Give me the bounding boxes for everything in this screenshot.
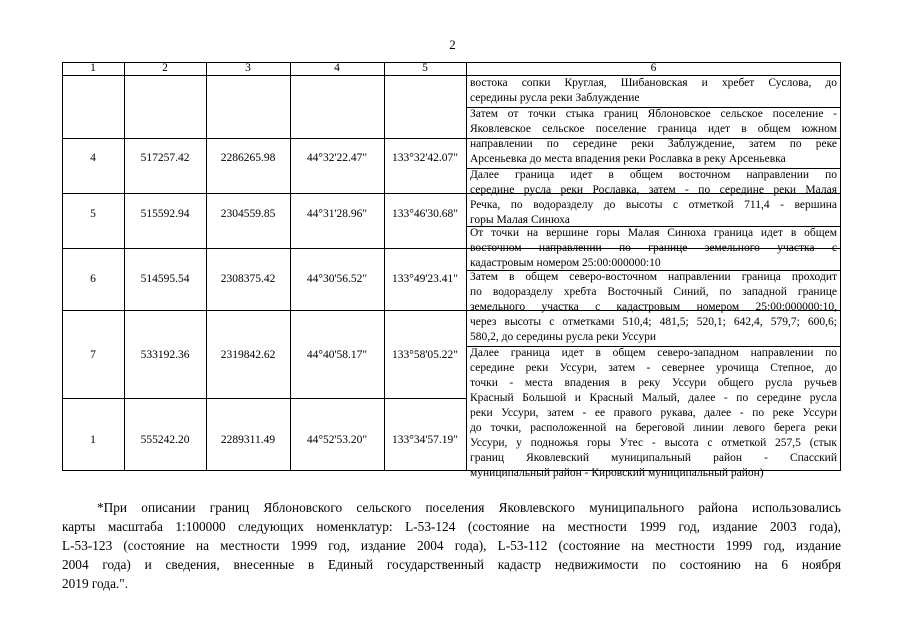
header-cell: 4: [334, 62, 340, 74]
col-divider: [384, 62, 385, 471]
description-line: муниципальный район - Кировский муниципальный район): [470, 467, 764, 479]
coord-x: 533192.36: [140, 349, 190, 361]
boundary-description: [470, 168, 837, 228]
header-cell: 5: [422, 62, 428, 74]
latitude: 44°40'58.17": [306, 349, 368, 361]
point-number: 5: [90, 208, 96, 220]
longitude: 133°58'05.22": [392, 349, 458, 361]
coord-y: 2319842.62: [220, 349, 276, 361]
description-line: Арсеньевка до места впадения реки Рославка в реку Арсеньевка: [470, 153, 786, 165]
description-line: кадастровым номером 25:00:000000:10: [470, 257, 661, 269]
boundary-description: [470, 226, 837, 271]
description-line: От точки на вершине горы Малая Синюха граница идет в общем: [470, 227, 837, 239]
header-cell: 1: [90, 62, 96, 74]
description-line: восточном направлении по границе земельного участка с: [470, 242, 837, 254]
coord-y: 2289311.49: [220, 434, 276, 446]
row-divider: [62, 398, 466, 399]
description-line: до точки, расположенной на береговой линии левого берега реки: [470, 422, 837, 434]
description-line: середине реки Уссури, затем - севернее урочища Степное, до: [470, 362, 837, 374]
header-cell: 3: [245, 62, 251, 74]
coord-y: 2308375.42: [220, 273, 276, 285]
description-line: точки - места впадения в реку Уссури общего русла ручьев: [470, 377, 837, 389]
boundary-description: [470, 76, 837, 106]
header-cell: 2: [162, 62, 168, 74]
latitude: 44°52'53.20": [306, 434, 368, 446]
description-line: середине русла реки Рославка, затем - по середине реки Малая: [470, 184, 837, 196]
coord-y: 2304559.85: [220, 208, 276, 220]
boundary-description: [470, 346, 837, 481]
footnote-line: 2019 года.".: [62, 576, 129, 591]
point-number: 1: [90, 434, 96, 446]
latitude: 44°30'56.52": [306, 273, 368, 285]
longitude: 133°46'30.68": [392, 208, 458, 220]
col-divider: [290, 62, 291, 471]
point-number: 7: [90, 349, 96, 361]
longitude: 133°34'57.19": [392, 434, 458, 446]
longitude: 133°32'42.07": [392, 152, 458, 164]
coord-x: 515592.94: [140, 208, 190, 220]
page-number: 2: [449, 37, 456, 52]
description-line: Далее граница идет в общем северо-западном направлении по: [470, 347, 837, 359]
col-divider: [466, 62, 467, 471]
description-line: Речка, по водоразделу до высоты с отметкой 711,4 - вершина: [470, 199, 837, 211]
description-line: реки Уссури, затем - ее правого рукава, далее - по реке Уссури: [470, 407, 837, 419]
description-line: через высоты с отметками 510,4; 481,5; 520,1; 642,4, 579,7; 600,6;: [470, 316, 837, 328]
latitude: 44°31'28.96": [306, 208, 368, 220]
footnote-line: карты масштаба 1:100000 следующих номенклатур: L-53-124 (состояние на местности 1999 год, издание 2003 года),: [62, 519, 841, 534]
footnote-line: L-53-123 (состояние на местности 1999 год, издание 2004 года), L-53-112 (состояние на местности 1999 год, издание: [62, 538, 841, 553]
description-line: по водоразделу хребта Восточный Синий, по западной границе: [470, 286, 837, 298]
description-line: границ Яковлевский муниципальный район - Спасский: [470, 452, 837, 464]
description-line: Уссури, у подножья горы Утес - высота с отметкой 257,5 (стык: [470, 437, 837, 449]
description-line: земельного участка с кадастровым номером 25:00:000000:10,: [470, 301, 837, 313]
description-line: Затем в общем северо-восточном направлении граница проходит: [470, 271, 837, 283]
description-line: востока сопки Круглая, Шибановская и хребет Суслова, до: [470, 77, 837, 89]
description-line: Далее граница идет в общем восточном направлении по: [470, 169, 837, 181]
point-number: 4: [90, 152, 96, 164]
description-line: Затем от точки стыка границ Яблоновское сельское поселение -: [470, 108, 837, 120]
footnote: [62, 498, 841, 593]
coord-y: 2286265.98: [220, 152, 276, 164]
col-divider: [124, 62, 125, 471]
description-line: Красный Большой и Красный Малый, далее - по середине русла: [470, 392, 837, 404]
description-line: 580,2, до середины русла реки Уссури: [470, 331, 657, 343]
header-cell: 6: [650, 62, 657, 74]
footnote-line: *При описании границ Яблоновского сельского поселения Яковлевского муниципального района использовались: [97, 500, 841, 515]
longitude: 133°49'23.41": [392, 273, 458, 285]
description-line: Яковлевское сельское поселение граница идет в общем южном: [470, 123, 837, 135]
coord-x: 514595.54: [140, 273, 190, 285]
col-divider: [206, 62, 207, 471]
coord-x: 555242.20: [140, 434, 190, 446]
point-number: 6: [90, 273, 96, 285]
description-line: направлении по середине реки Заблуждение, затем по реке: [470, 138, 837, 150]
coord-x: 517257.42: [140, 152, 190, 164]
description-line: середины русла реки Заблуждение: [470, 92, 640, 104]
footnote-line: 2004 года) и сведения, внесенные в Единый государственный кадастр недвижимости по состоянию на 6 ноября: [62, 557, 841, 572]
description-line: горы Малая Синюха: [470, 214, 570, 226]
boundary-description: [470, 270, 837, 345]
latitude: 44°32'22.47": [306, 152, 368, 164]
boundary-description: [470, 107, 837, 167]
